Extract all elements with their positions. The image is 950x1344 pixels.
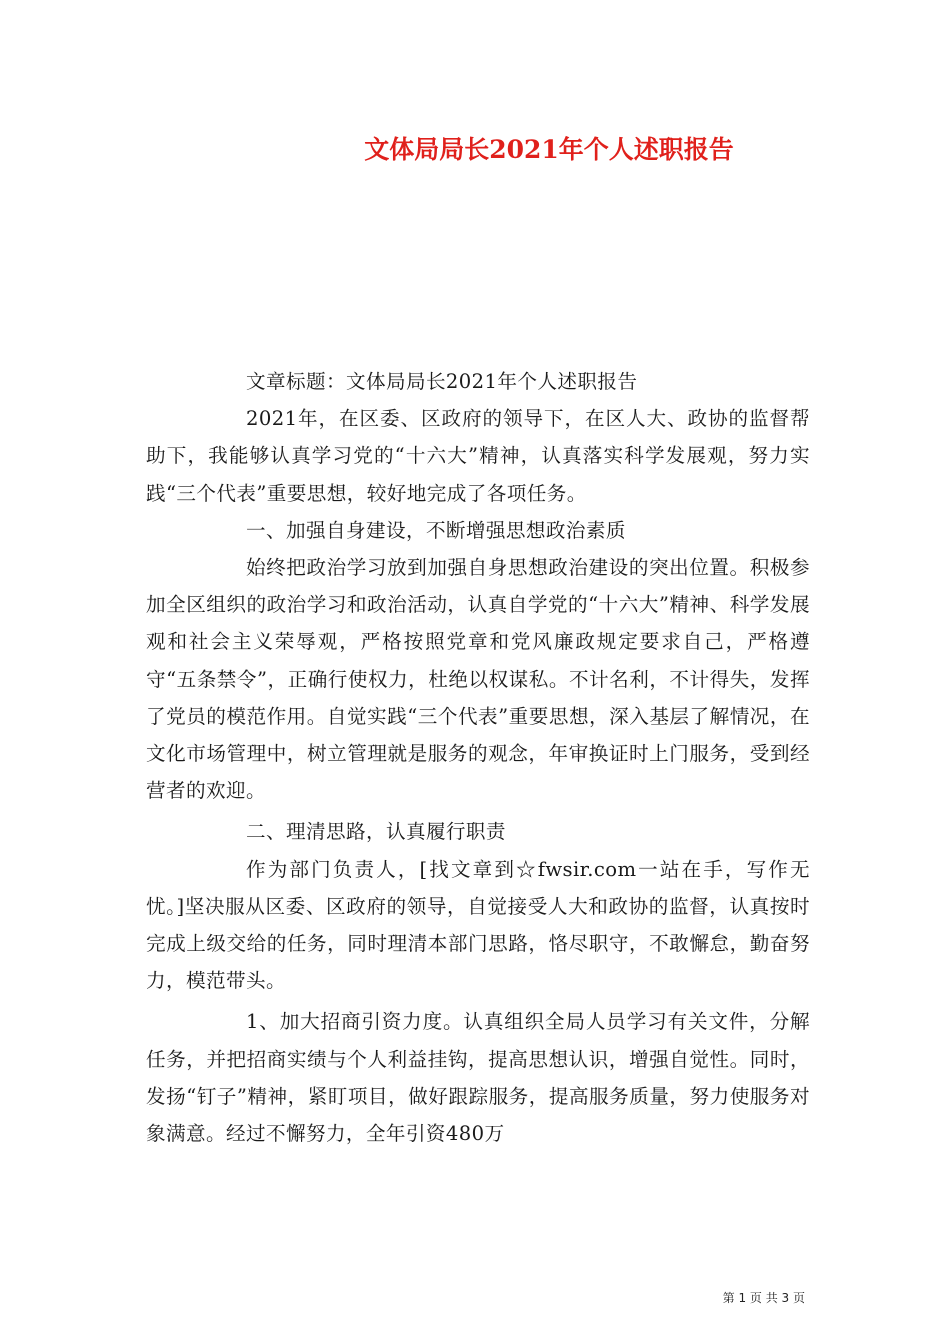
section-2-item-1: 1、加大招商引资力度。认真组织全局人员学习有关文件，分解任务，并把招商实绩与个人利益挂钩，提高思想认识，增强自觉性。同时，发扬“钉子”精神，紧盯项目，做好跟踪服务，提高服务质量，努力使服务对象满意。经过不懈努力，全年引资480万: [146, 1010, 810, 1146]
section-2-paragraph: 作为部门负责人，[找文章到☆fwsir.com一站在手，写作无忧。]坚决服从区委、区政府的领导，自觉接受人大和政协的监督，认真按时完成上级交给的任务，同时理清本部门思路，恪尽职守，不敢懈怠，勤奋努力，模范带头。: [146, 857, 810, 993]
page-number: 第 1 页 共 3 页: [722, 1291, 805, 1305]
document-body: [146, 363, 810, 1152]
article-heading-line: 文章标题：文体局局长2021年个人述职报告: [246, 370, 638, 393]
section-1-paragraph: 始终把政治学习放到加强自身思想政治建设的突出位置。积极参加全区组织的政治学习和政治活动，认真自学党的“十六大”精神、科学发展观和社会主义荣辱观，严格按照党章和党风廉政规定要求自己，严格遵守“五条禁令”，正确行使权力，杜绝以权谋私。不计名利，不计得失，发挥了党员的模范作用。自觉实践“三个代表”重要思想，深入基层了解情况，在文化市场管理中，树立管理就是服务的观念，年审换证时上门服务，受到经营者的欢迎。: [146, 556, 810, 803]
section-heading-2: 二、理清思路，认真履行职责: [246, 820, 506, 844]
document-title: 文体局局长2021年个人述职报告: [364, 135, 734, 164]
section-heading-1: 一、加强自身建设，不断增强思想政治素质: [246, 518, 626, 542]
intro-paragraph: 2021年，在区委、区政府的领导下，在区人大、政协的监督帮助下，我能够认真学习党的“十六大”精神，认真落实科学发展观，努力实践“三个代表”重要思想，较好地完成了各项任务。: [146, 407, 810, 505]
